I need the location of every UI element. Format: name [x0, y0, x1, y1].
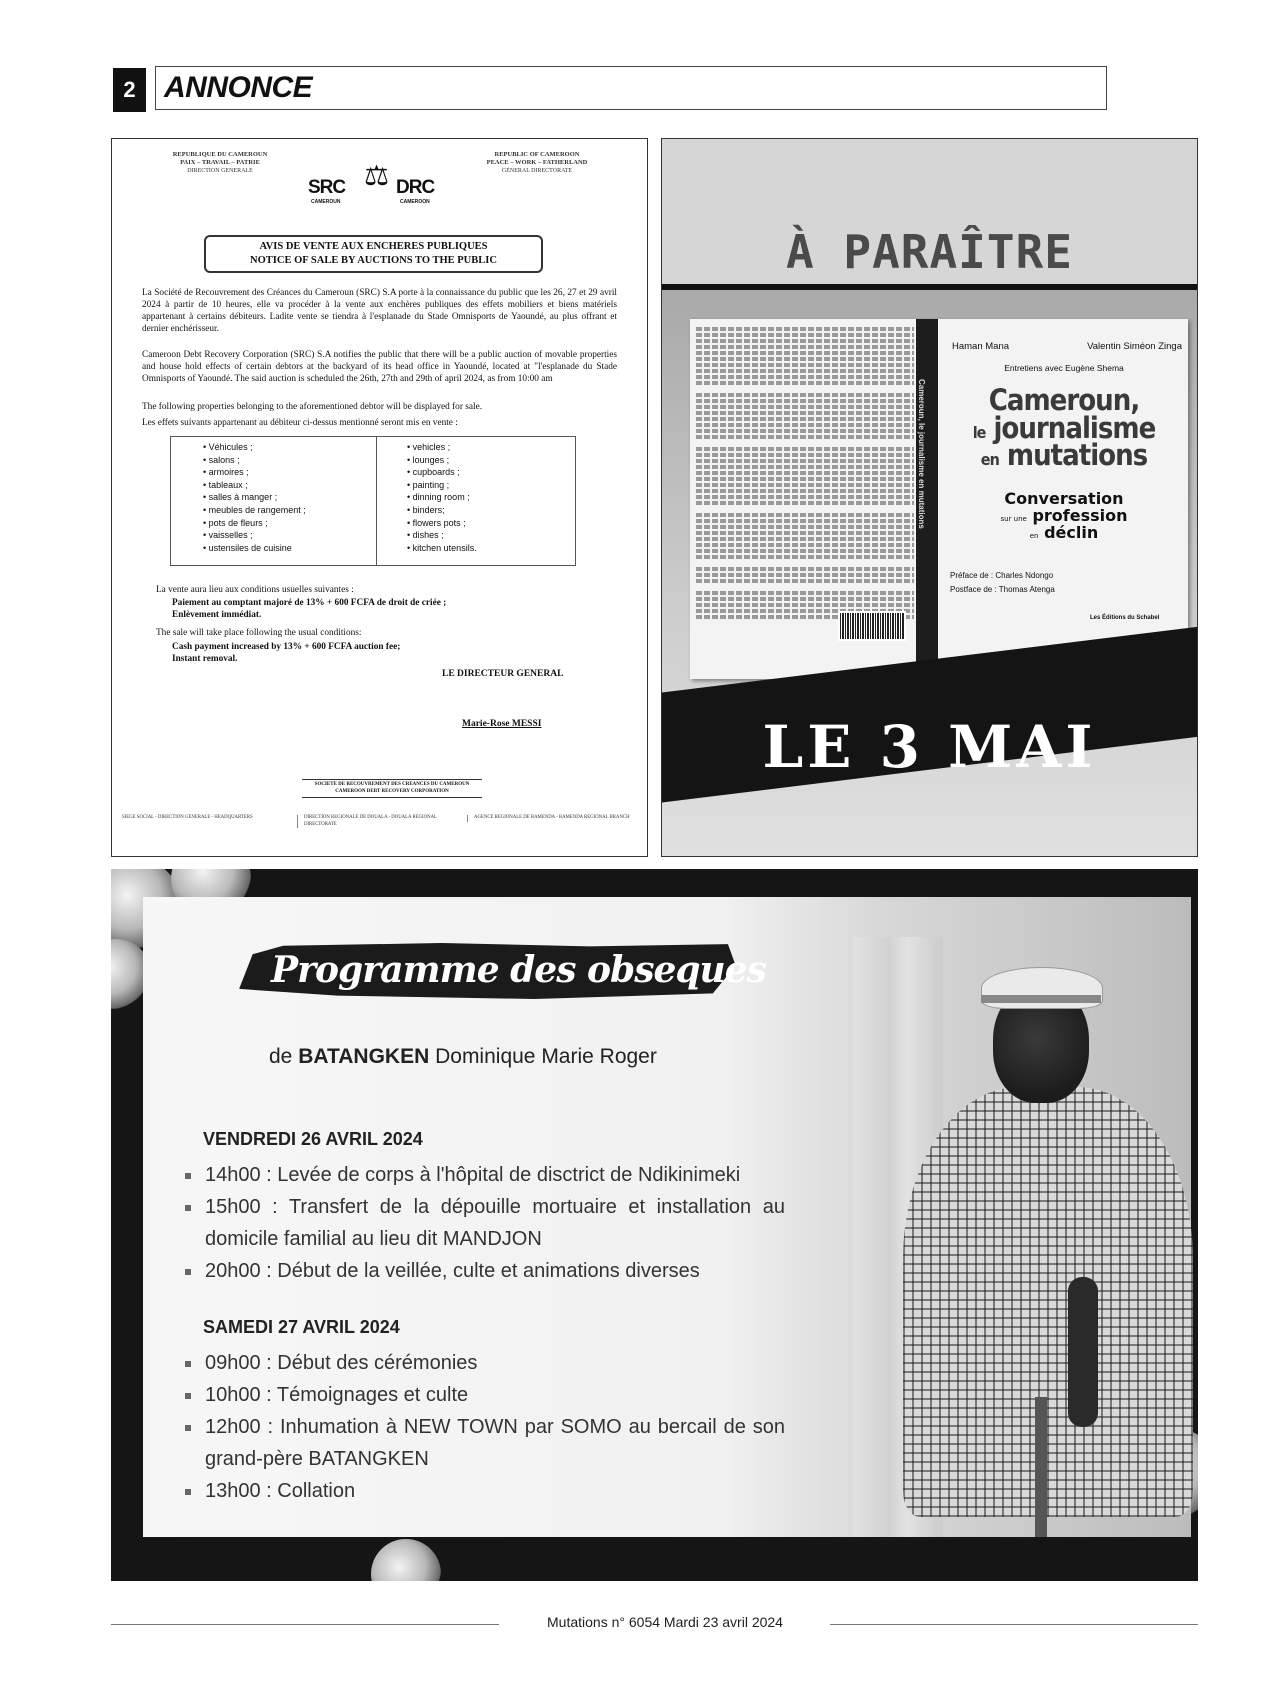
- flower-decoration: [371, 1539, 441, 1581]
- book-advertisement: [661, 138, 1198, 857]
- condition-en-removal: Instant removal.: [172, 654, 238, 664]
- notice-header-right: REPUBLIC OF CAMEROON PEACE – WORK – FATHERLAND GENERAL DIRECTORATE: [486, 151, 588, 174]
- list-item: • vaisselles ;: [203, 529, 306, 542]
- list-item: 20h00 : Début de la veillée, culte et animations diverses: [185, 1255, 785, 1287]
- items-list-en: [393, 441, 477, 554]
- condition-fr-payment: Paiement au comptant majoré de 13% + 600 FCFA de droit de criée ;: [172, 598, 447, 608]
- list-item: • armoires ;: [203, 466, 306, 479]
- section-title: ANNONCE: [164, 71, 313, 104]
- list-item: 12h00 : Inhumation à NEW TOWN par SOMO au bercail de son grand-père BATANGKEN: [185, 1411, 785, 1475]
- conditions-fr-intro: La vente aura lieu aux conditions usuelles suivantes :: [156, 585, 354, 595]
- page-footer: Mutations n° 6054 Mardi 23 avril 2024: [547, 1614, 783, 1630]
- footer-address-headquarters: SIEGE SOCIAL - DIRECTION GENERALE - HEADQUARTERS: [122, 815, 253, 820]
- condition-fr-removal: Enlèvement immédiat.: [172, 610, 262, 620]
- signer-name: Marie-Rose MESSI: [462, 719, 542, 729]
- list-item: • vehicles ;: [407, 441, 477, 454]
- list-item: • pots de fleurs ;: [203, 517, 306, 530]
- list-item: 09h00 : Début des cérémonies: [185, 1347, 785, 1379]
- notice-paragraph-fr: La Société de Recouvrement des Créances du Cameroun (SRC) S.A porte à la connaissance du public que les 26, 27 et 29 avril 2024 à partir de 10 heures, elle va procéder à la vente aux enchères publiques des effets mobiliers et biens matériels appartenant à certains débiteurs. Ladite vente se tiendra à l'esplanade du Stade Omnisports de Yaoundé, au plus offrant et dernier enchérisseur.: [142, 288, 617, 335]
- programme-card: [143, 897, 1191, 1537]
- funeral-programme: [111, 869, 1198, 1581]
- day-heading-saturday: SAMEDI 27 AVRIL 2024: [203, 1317, 400, 1337]
- divider: [376, 437, 377, 565]
- release-date: LE 3 MAI: [762, 713, 1097, 781]
- book-title: Cameroun, le journalisme en mutations: [972, 383, 1156, 473]
- company-stamp: SOCIETE DE RECOUVREMENT DES CREANCES DU CAMEROUN CAMEROON DEBT RECOVERY CORPORATION: [302, 779, 482, 798]
- book-subtitle: Conversation sur une profession en déclin: [1000, 489, 1128, 542]
- footer-rule-right: [830, 1624, 1198, 1625]
- list-item: • kitchen utensils.: [407, 542, 477, 555]
- deceased-name: de BATANGKEN Dominique Marie Roger: [269, 1045, 657, 1068]
- list-item: 10h00 : Témoignages et culte: [185, 1379, 785, 1411]
- condition-en-payment: Cash payment increased by 13% + 600 FCFA auction fee;: [172, 642, 401, 652]
- list-item: • salles à manger ;: [203, 491, 306, 504]
- list-item: • Véhicules ;: [203, 441, 306, 454]
- ad-headline: À PARAÎTRE: [786, 225, 1073, 279]
- cap-band: [981, 995, 1101, 1003]
- section-header: [155, 66, 1107, 110]
- crutch: [1035, 1397, 1047, 1537]
- book-authors: Haman Mana Valentin Siméon Zinga: [952, 341, 1182, 352]
- list-item: • binders;: [407, 504, 477, 517]
- list-item: • cupboards ;: [407, 466, 477, 479]
- book-front-cover: [940, 319, 1188, 679]
- deceased-photo: [843, 937, 1198, 1537]
- book-publisher: Les Éditions du Schabel: [1090, 615, 1160, 621]
- list-item: 15h00 : Transfert de la dépouille mortuaire et installation au domicile familial au lieu dit MANDJON: [185, 1191, 785, 1255]
- footer-address-douala: DIRECTION REGIONALE DE DOUALA - DOUALA REGIONAL DIRECTORATE: [297, 815, 469, 828]
- book-prefaces: Préface de : Charles Ndongo Postface de : Thomas Atenga: [950, 571, 1055, 594]
- footer-rule-left: [111, 1624, 499, 1625]
- notice-title: AVIS DE VENTE AUX ENCHERES PUBLIQUES NOTICE OF SALE BY AUCTIONS TO THE PUBLIC: [204, 235, 543, 273]
- notice-paragraph-items-en: The following properties belonging to the aforementioned debtor will be displayed for sale.: [142, 402, 483, 412]
- spine-title: Cameroun, le journalisme en mutations: [917, 379, 926, 529]
- scales-icon: ⚖: [364, 161, 390, 192]
- items-list-fr: [189, 441, 306, 554]
- notice-paragraph-items-fr: Les effets suivants appartenant au débiteur ci-dessus mentionné seront mis en vente :: [142, 418, 458, 428]
- page-number: 2: [113, 68, 146, 112]
- list-item: • flowers pots ;: [407, 517, 477, 530]
- friday-events: [185, 1159, 785, 1287]
- book-cover: [690, 319, 1188, 679]
- src-logo: SRC ⚖ DRC CAMEROUN CAMEROON: [308, 161, 435, 205]
- saturday-events: [185, 1347, 785, 1507]
- arm: [1068, 1277, 1098, 1427]
- notice-header-left: REPUBLIQUE DU CAMEROUN PAIX – TRAVAIL – PATRIE DIRECTION GENERALE: [172, 151, 268, 174]
- footer-address-bamenda: AGENCE REGIONALE DE BAMENDA - BAMENDA REGIONAL BRANCH: [467, 815, 639, 822]
- list-item: • ustensiles de cuisine: [203, 542, 306, 555]
- list-item: • tableaux ;: [203, 479, 306, 492]
- list-item: 14h00 : Levée de corps à l'hôpital de disctrict de Ndikinimeki: [185, 1159, 785, 1191]
- auction-notice: [111, 138, 648, 857]
- signer-role: LE DIRECTEUR GENERAL: [442, 669, 564, 679]
- list-item: • dishes ;: [407, 529, 477, 542]
- conditions-en-intro: The sale will take place following the usual conditions:: [156, 628, 362, 638]
- list-item: • salons ;: [203, 454, 306, 467]
- items-table: [170, 436, 576, 566]
- list-item: • painting ;: [407, 479, 477, 492]
- list-item: • meubles de rangement ;: [203, 504, 306, 517]
- list-item: • dinning room ;: [407, 491, 477, 504]
- day-heading-friday: VENDREDI 26 AVRIL 2024: [203, 1129, 423, 1149]
- list-item: 13h00 : Collation: [185, 1475, 785, 1507]
- programme-title: Programme des obseques: [271, 949, 766, 991]
- checked-shirt: [903, 1087, 1193, 1517]
- notice-paragraph-en: Cameroon Debt Recovery Corporation (SRC) S.A notifies the public that there will be a public auction of movable properties and house hold effects of certain debtors at the backyard of its head office in Yaoundé, located at "l'esplanade du Stade Omnisports of Yaoundé. The said auction is scheduled the 26th, 27th and 29th of april 2024, as from 10:00 am: [142, 350, 617, 385]
- barcode-icon: [838, 611, 906, 641]
- book-interviewer: Entretiens avec Eugène Shema: [1004, 363, 1124, 373]
- list-item: • lounges ;: [407, 454, 477, 467]
